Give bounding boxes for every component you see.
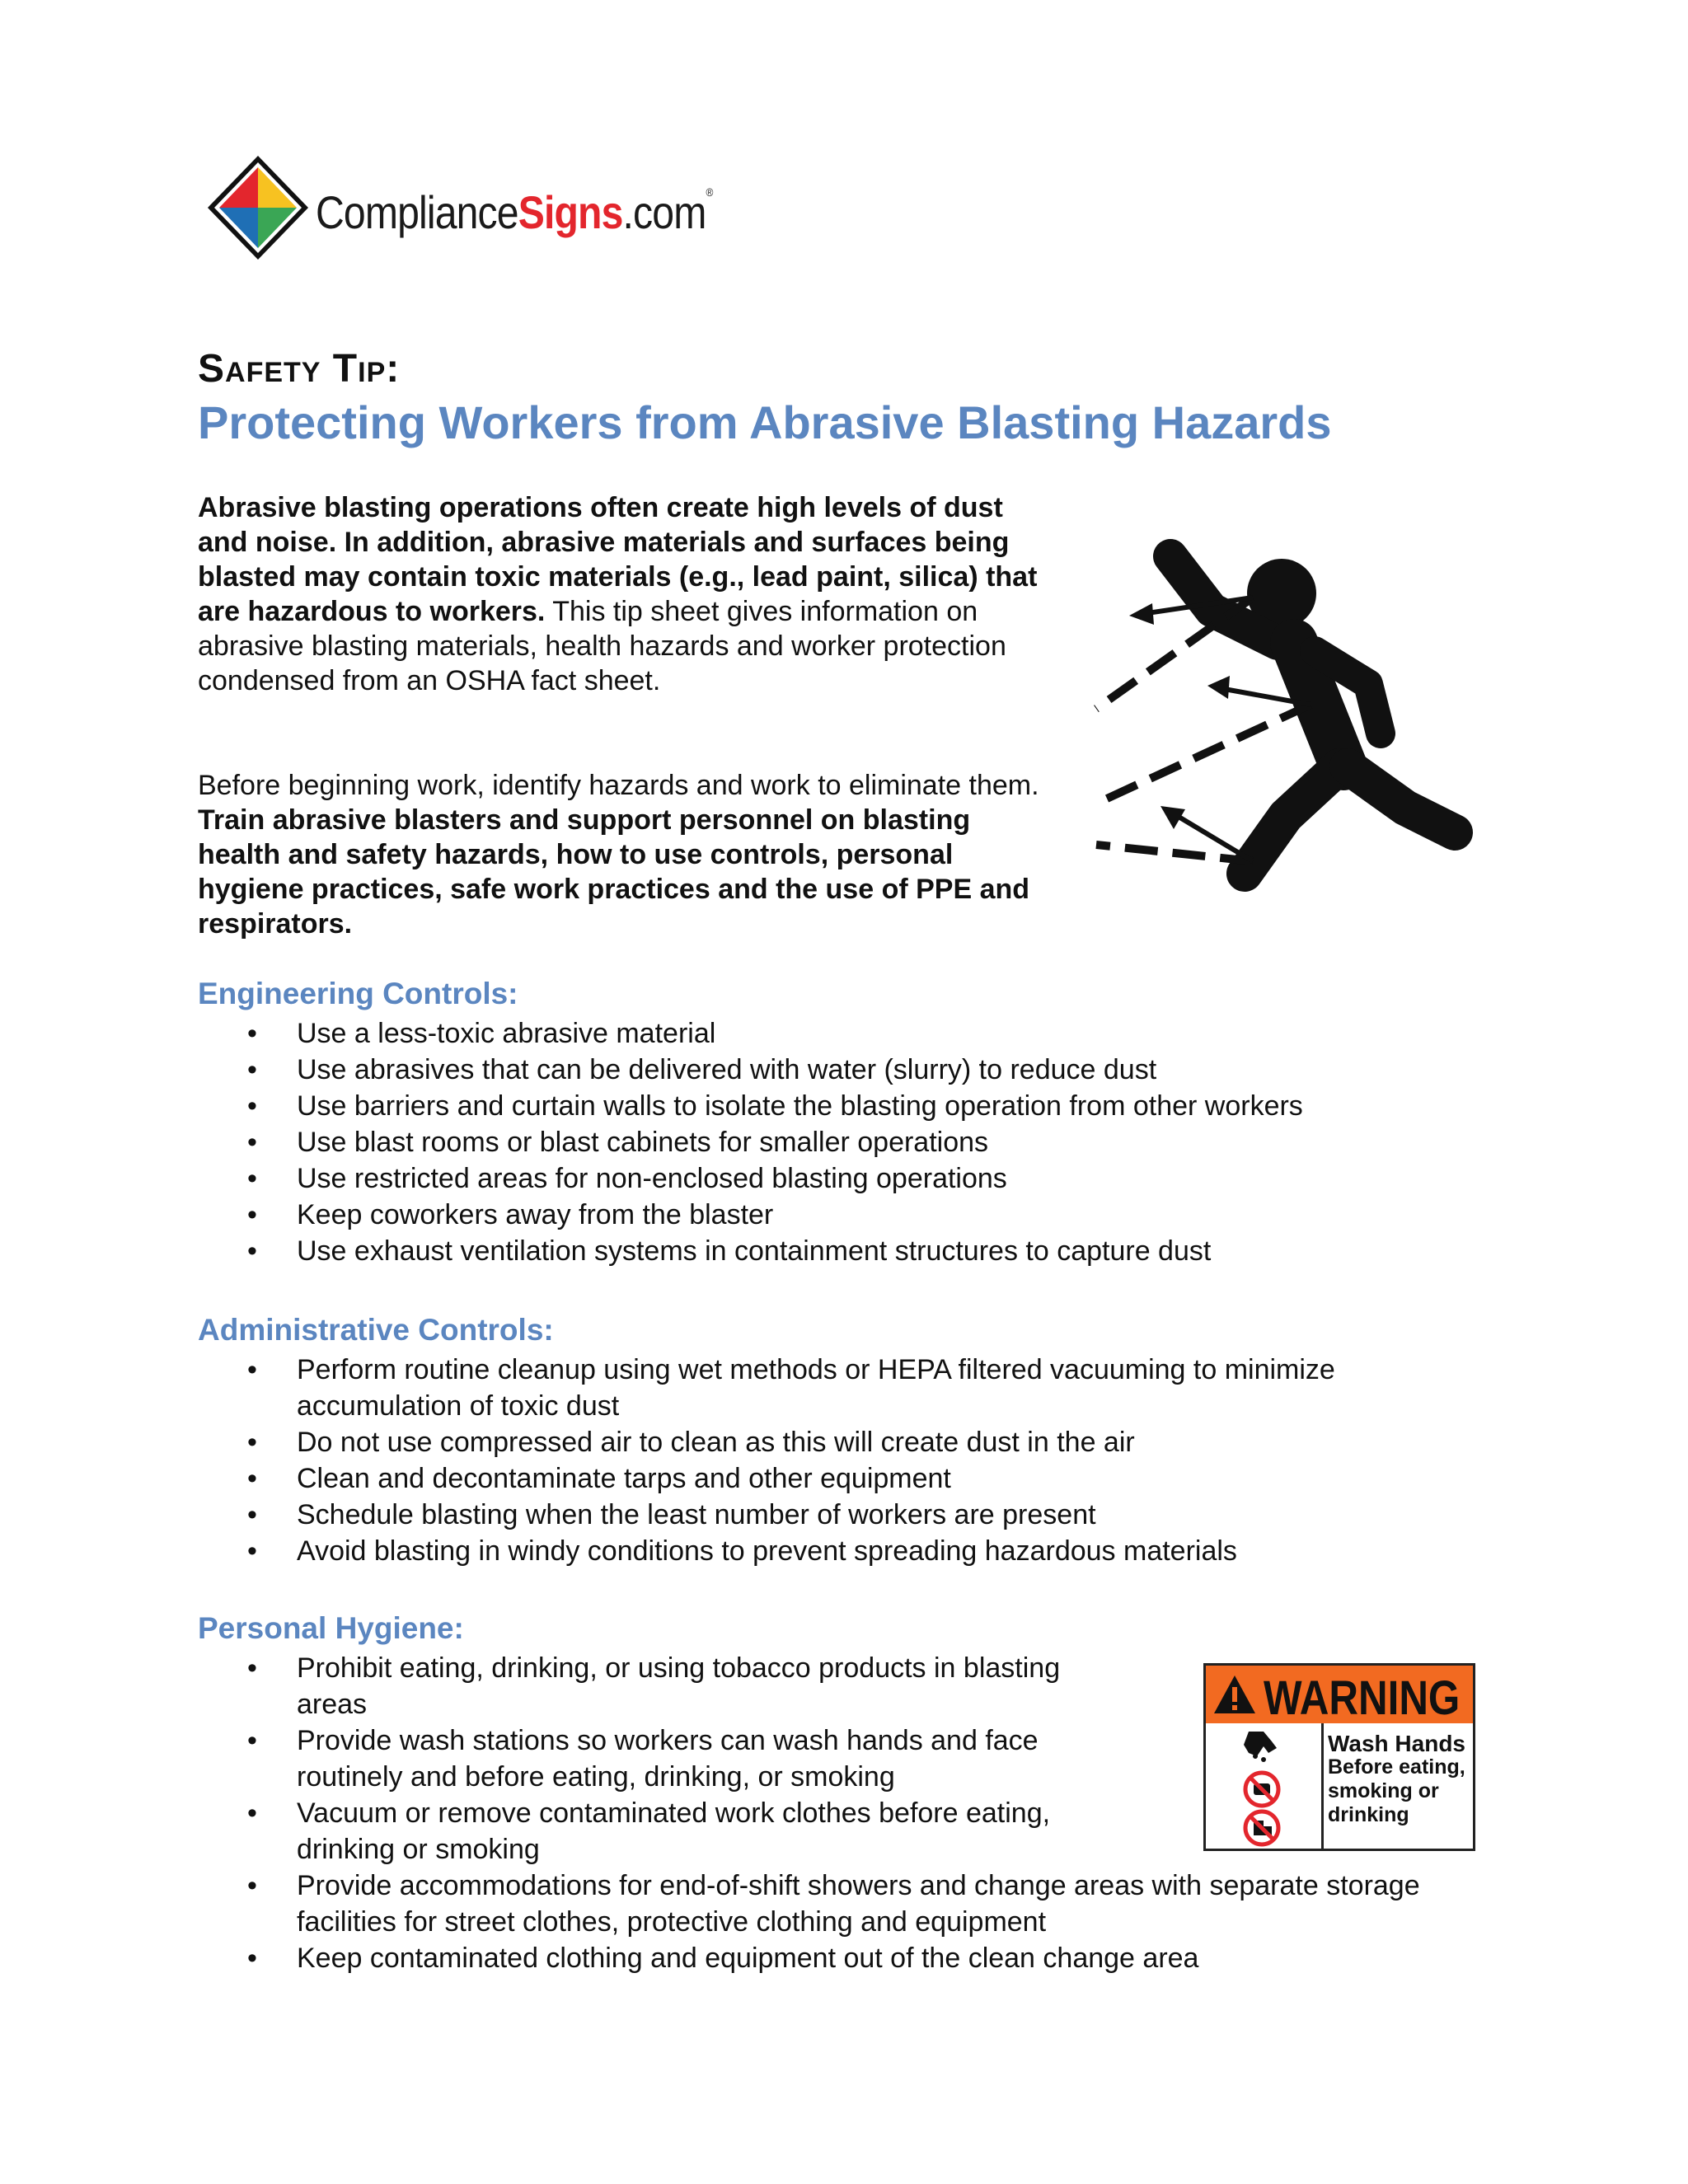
training-paragraph: [198, 768, 1055, 941]
list-item: • Use restricted areas for non-enclosed blasting operations: [198, 1160, 1484, 1197]
bullet-icon: •: [247, 1943, 257, 1974]
list-item: • Provide accommodations for end-of-shift showers and change areas with separate storage facilities for street clothes, protective clothing and equipment: [198, 1868, 1467, 1940]
warning-sign: [1203, 1663, 1475, 1851]
list-item: • Keep coworkers away from the blaster: [198, 1197, 1484, 1233]
bullet-icon: •: [247, 1090, 257, 1122]
logo-diamond-icon: [204, 152, 312, 264]
bullet-icon: •: [247, 1463, 257, 1494]
list-item: • Schedule blasting when the least number of workers are present: [198, 1497, 1484, 1533]
warning-header-band: [1206, 1666, 1473, 1723]
blasting-hazard-figure-icon: [1088, 527, 1475, 907]
bullet-icon: •: [247, 1427, 257, 1458]
list-item: • Perform routine cleanup using wet methods or HEPA filtered vacuuming to minimize accumulation of toxic dust: [198, 1352, 1484, 1424]
bullet-icon: •: [247, 1235, 257, 1267]
personal-hygiene-heading: Personal Hygiene:: [198, 1611, 464, 1645]
bullet-icon: •: [247, 1127, 257, 1158]
list-item: • Use blast rooms or blast cabinets for smaller operations: [198, 1124, 1484, 1160]
bullet-icon: •: [247, 1797, 257, 1829]
bullet-icon: •: [247, 1870, 257, 1901]
wash-hands-icon: [1206, 1723, 1321, 1851]
engineering-controls-heading: Engineering Controls:: [198, 977, 518, 1010]
warning-triangle-icon: [1212, 1674, 1257, 1715]
bullet-icon: •: [247, 1499, 257, 1530]
bullet-icon: •: [247, 1535, 257, 1567]
intro-bold-text: Abrasive blasting operations often create high levels of dust and noise. In addition, abrasive materials and surfaces being blasted may contain toxic materials (e.g., lead paint, silica) that are hazardous to workers.: [198, 492, 1038, 627]
warning-message: Wash Hands Before eating, smoking or drinking: [1328, 1731, 1465, 1826]
administrative-controls-heading: Administrative Controls:: [198, 1313, 554, 1347]
bullet-icon: •: [247, 1018, 257, 1049]
safety-tip-label: Safety Tip:: [198, 347, 401, 391]
training-bold-text: Train abrasive blasters and support personnel on blasting health and safety hazards, how to use controls, personal hygiene practices, safe work practices and the use of PPE and respirators.: [198, 804, 1030, 940]
list-item: • Do not use compressed air to clean as this will create dust in the air: [198, 1424, 1484, 1460]
warning-icons-panel: [1206, 1723, 1324, 1851]
list-item: • Use exhaust ventilation systems in containment structures to capture dust: [198, 1233, 1484, 1269]
list-item: • Use a less-toxic abrasive material: [198, 1015, 1484, 1052]
list-item: • Prohibit eating, drinking, or using tobacco products in blasting areas: [198, 1650, 1137, 1722]
list-item: • Avoid blasting in windy conditions to prevent spreading hazardous materials: [198, 1533, 1484, 1569]
intro-paragraph: [198, 490, 1055, 698]
bullet-icon: •: [247, 1199, 257, 1230]
warning-word: WARNING: [1264, 1671, 1461, 1725]
list-item: • Vacuum or remove contaminated work clothes before eating, drinking or smoking: [198, 1795, 1137, 1868]
bullet-icon: •: [247, 1163, 257, 1194]
bullet-icon: •: [247, 1054, 257, 1085]
list-item: • Use abrasives that can be delivered with water (slurry) to reduce dust: [198, 1052, 1484, 1088]
list-item: • Use barriers and curtain walls to isolate the blasting operation from other workers: [198, 1088, 1484, 1124]
administrative-controls-list: [198, 1352, 1484, 1569]
bullet-icon: •: [247, 1354, 257, 1385]
logo-wordmark: ComplianceSigns.com®: [316, 185, 713, 238]
compliancesigns-logo: [204, 152, 713, 268]
training-normal-text: Before beginning work, identify hazards and work to eliminate them.: [198, 770, 1039, 801]
page-title: Protecting Workers from Abrasive Blasting Hazards: [198, 396, 1332, 448]
list-item: • Keep contaminated clothing and equipment out of the clean change area: [198, 1940, 1467, 1976]
list-item: • Clean and decontaminate tarps and other equipment: [198, 1460, 1484, 1497]
engineering-controls-list: [198, 1015, 1484, 1269]
bullet-icon: •: [247, 1652, 257, 1684]
intro-normal-text: This tip sheet gives information on abrasive blasting materials, health hazards and worker protection condensed from an OSHA fact sheet.: [198, 596, 1006, 696]
bullet-icon: •: [247, 1725, 257, 1756]
list-item: • Provide wash stations so workers can wash hands and face routinely and before eating, drinking, or smoking: [198, 1722, 1137, 1795]
